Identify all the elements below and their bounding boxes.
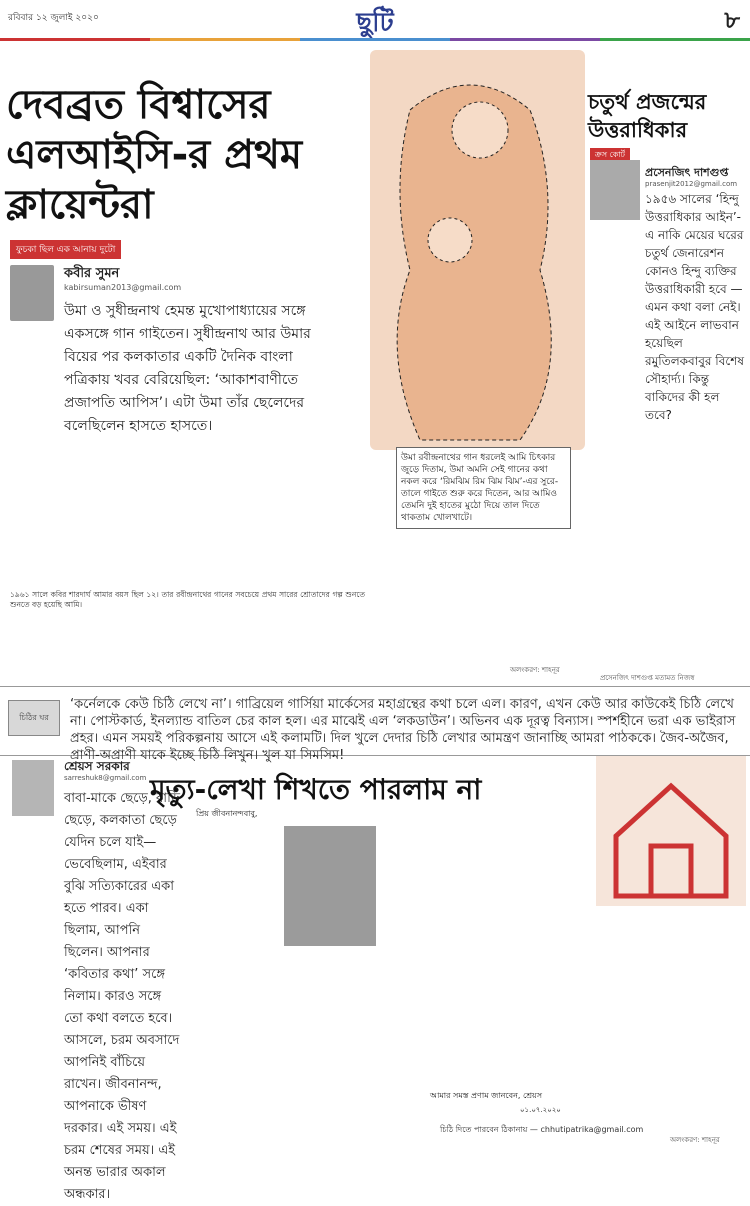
right-lede: ১৯৫৬ সালের ‘হিন্দু উত্তরাধিকার আইন’-এ নাকি মেয়ের ঘরের চতুর্থ জেনারেশন কোনও হিন্দু ব্যক্তির উত্তরাধিকারী হবে — এমন কথা বলা নেই। এই আইনে লাভবান হয়েছিল রমুতিলকবাবুর বিশেষ সৌহার্দ্য। কিন্তু বাকিদের কী হল তবে? xyxy=(645,192,744,422)
pullquote: উমা রবীন্দ্রনাথের গান ধরলেই আমি চিৎকার জুড়ে দিতাম, উমা অমনি সেই গানের কথা নকল করে ‘রিমঝিম রিম ঝিম ঝিম’-এর সুরে-তালে গাইতে শুরু করে দিতেন, আর আমিও তেমনি দুই হাতের মুঠো দিয়ে তাল দিতে থাকতাম খোলখাটে। xyxy=(396,447,571,529)
letter-salutation: প্রিয় জীবনানন্দবাবু, xyxy=(196,809,258,818)
lead-kicker: ফুচকা ছিল এক আনায় দুটো xyxy=(10,240,121,259)
footer-contact[interactable]: চিঠি দিতে পারবেন ঠিকানায় — chhutipatrika@gmail.com xyxy=(440,1125,644,1134)
right-author-name: প্রসেনজিৎ দাশগুপ্ত xyxy=(645,166,729,179)
illustration-art xyxy=(370,50,585,450)
lead-headline: দেবব্রত বিশ্বাসের এলআইসি-র প্রথম ক্লায়েন্টরা xyxy=(6,82,303,228)
lead-illustration-credit: অলংকরণ: শাহনূর xyxy=(510,666,560,674)
hand-art xyxy=(596,756,746,906)
right-column-title: চতুর্থ প্রজন্মের উত্তরাধিকার xyxy=(588,90,707,142)
bottom-headline: মৃত্যু-লেখা শিখতে পারলাম না xyxy=(150,773,482,806)
right-author-avatar xyxy=(590,160,640,220)
letterbox-icon: চিঠির ঘর xyxy=(8,700,60,736)
bottom-lede: বাবা-মাকে ছেড়ে, বাড়ি ছেড়ে, কলকাতা ছেড়ে যেদিন চলে যাই—ভেবেছিলাম, এইবার বুঝি সত্যিকারের একা হতে পারব। একা ছিলাম, আপনি ছিলেন। আপনার ‘কবিতার কথা’ সঙ্গে নিলাম। কারও সঙ্গে তো কথা বলতে হবে। আসলে, চরম অবসাদে আপনিই বাঁচিয়ে রাখেন। জীবনানন্দ, আপনাকে ভীষণ দরকার। এই সময়। এই চরম শেষের সময়। এই অনন্ত ভারার অকাল অন্ধকার। xyxy=(64,791,181,1202)
right-kicker: ক্রস কোর্ট xyxy=(590,148,630,163)
page-number: ৮ xyxy=(724,6,740,34)
bottom-author-email[interactable]: sarreshuk8@gmail.com xyxy=(64,774,147,782)
letter-signoff: আমার সমস্ত প্রণাম জানবেন, শ্রেয়স xyxy=(430,1091,543,1100)
hand-house-illustration xyxy=(596,756,746,906)
section-title: ছুটি xyxy=(356,8,394,38)
lead-lede: উমা ও সুধীন্দ্রনাথ হেমন্ত মুখোপাধ্যায়ের সঙ্গে একসঙ্গে গান গাইতেন। সুধীন্দ্রনাথ আর উমার বিয়ের পর কলকাতার একটি দৈনিক বাংলা পত্রিকায় খবর বেরিয়েছিল: ‘আকাশবাণীতে প্রজাপতি আপিস’। এটা উমা তাঁর ছেলেদের বলেছিলেন হাসতে হাসতে। xyxy=(64,303,311,434)
letter-date: ০১.০৭.২০২০ xyxy=(520,1106,561,1114)
bottom-author-name: শ্রেয়স সরকার xyxy=(64,759,130,773)
issue-date: রবিবার ১২ জুলাই ২০২০ xyxy=(8,13,99,23)
right-footer-note: প্রসেনজিৎ দাশগুপ্ত মতামত নিজস্ব xyxy=(600,674,695,682)
right-author-email[interactable]: prasenjit2012@gmail.com xyxy=(645,180,738,188)
author-name: কবীর সুমন xyxy=(64,266,120,281)
letters-intro: ‘কর্নেলকে কেউ চিঠি লেখে না’। গাব্রিয়েল গার্সিয়া মার্কেসের মহাগ্রন্থের কথা চলে এল। কারণ, এখন কেউ আর কাউকেই চিঠি লেখে না। পোস্টকার্ড, ইনল্যান্ড বাতিল চের কাল হল। এর মাঝেই এল ‘লকডাউন’। অভিনব এক দূরত্ব বিন্যাস। স্পর্শহীনে ভরা এক ভাইরাস প্রহর। এমন সময়ই পরিকল্পনায় আসে এই কলামটি। দিল খুলে দেদার চিঠি লেখার আমন্ত্রণ জানাচ্ছি আমরা পাঠককে। জৈব-অজৈব, প্রাণী-অপ্রাণী যাকে ইচ্ছে চিঠি লিখুন। খুল যা সিমসিম! xyxy=(70,697,736,763)
lead-body: ১৯৬১ সালে কবির শারদার্ঘ আমার বয়স ছিল ১২। তার রবীন্দ্রনাথের গানের সবচেয়ে প্রথম সারের শ্রোতাদের গল্প শুনতে শুনতে বড় হয়েছি আমি। xyxy=(10,590,365,609)
footer-illustration-credit: অলংকরণ: শাহনূর xyxy=(670,1136,720,1144)
mother-child-illustration xyxy=(370,50,585,450)
author-avatar xyxy=(10,265,54,321)
bottom-author-avatar xyxy=(12,760,54,816)
jibanananda-portrait xyxy=(284,826,376,946)
color-rule xyxy=(0,38,750,41)
author-email[interactable]: kabirsuman2013@gmail.com xyxy=(64,283,182,292)
